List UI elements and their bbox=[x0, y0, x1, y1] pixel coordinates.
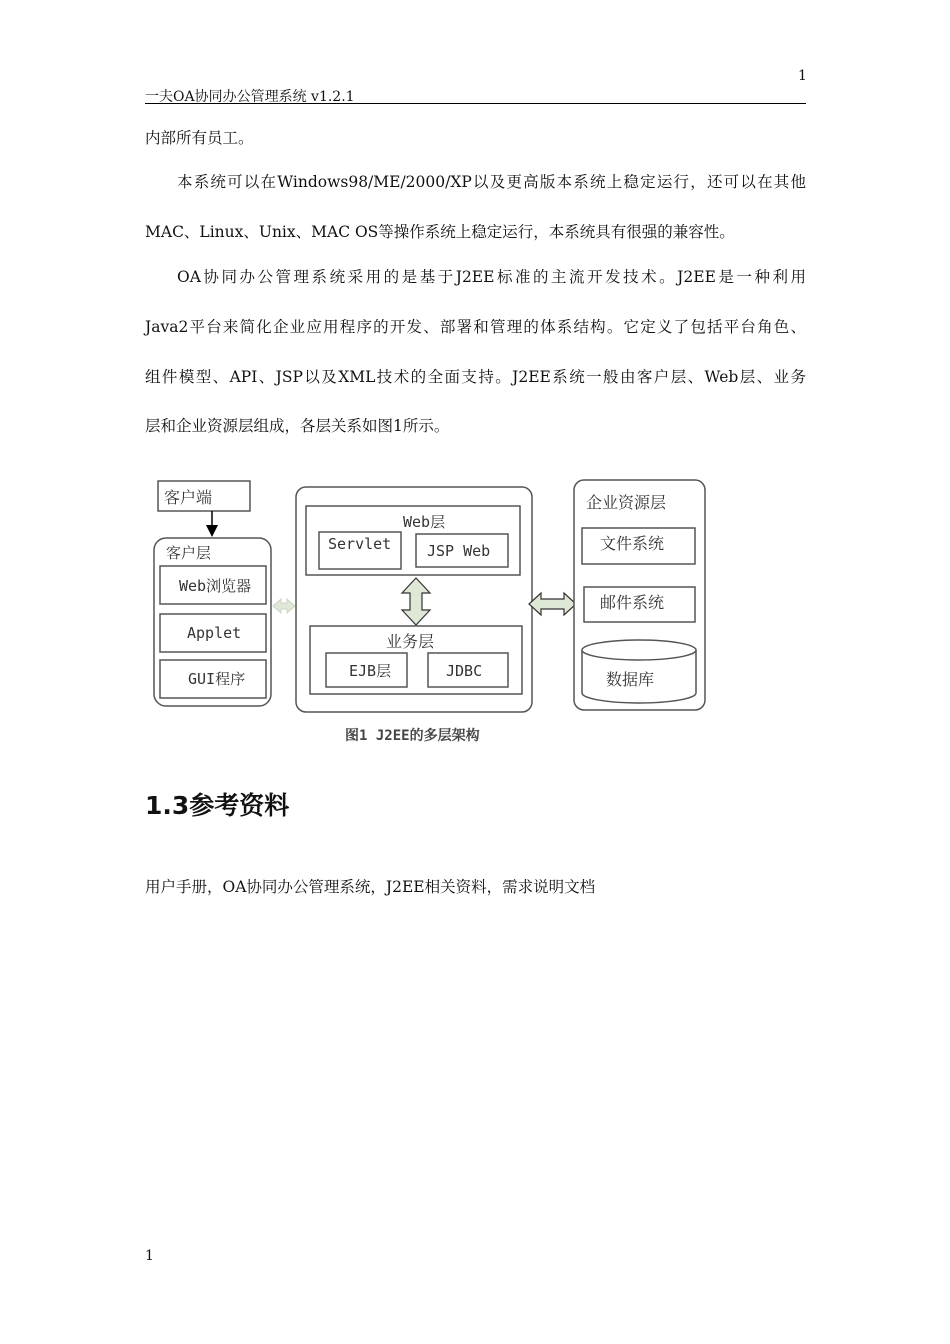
client-web-arrow bbox=[273, 599, 295, 613]
client-end-label: 客户端 bbox=[164, 488, 213, 507]
servlet-label: Servlet bbox=[328, 535, 392, 553]
paragraph-j2ee-line4: 层和企业资源层组成，各层关系如图1所示。 bbox=[145, 417, 450, 435]
jsp-web-label: JSP Web bbox=[427, 542, 491, 560]
file-system-label: 文件系统 bbox=[600, 534, 665, 553]
paragraph-compat-line2: MAC、Linux、Unix、MAC OS等操作系统上稳定运行，本系统具有很强的兼容性。 bbox=[145, 223, 735, 241]
mail-system-label: 邮件系统 bbox=[600, 593, 665, 612]
header-rule bbox=[145, 103, 806, 104]
paragraph-compat-line1: 本系统可以在Windows98/ME/2000/XP以及更高版本系统上稳定运行，还可以在其他 bbox=[177, 173, 806, 191]
figure-caption: 图1 J2EE的多层架构 bbox=[345, 728, 480, 744]
footer-page-number: 1 bbox=[145, 1248, 154, 1264]
header-page-number: 1 bbox=[798, 68, 807, 84]
gui-program-label: GUI程序 bbox=[188, 670, 246, 688]
web-browser-label: Web浏览器 bbox=[179, 577, 252, 595]
web-layer-label: Web层 bbox=[403, 513, 446, 531]
paragraph-j2ee-line2: Java2平台来简化企业应用程序的开发、部署和管理的体系结构。它定义了包括平台角色、 bbox=[145, 318, 806, 336]
enterprise-layer-label: 企业资源层 bbox=[586, 493, 667, 512]
paragraph-j2ee-line3: 组件模型、API、JSP以及XML技术的全面支持。J2EE系统一般由客户层、Web层、业务 bbox=[145, 368, 806, 386]
client-layer-label: 客户层 bbox=[166, 544, 212, 562]
document-header-title: 一夫OA协同办公管理系统 v1.2.1 bbox=[145, 89, 355, 105]
web-enterprise-arrow bbox=[529, 593, 576, 615]
section-heading: 1.3参考资料 bbox=[145, 791, 290, 820]
applet-label: Applet bbox=[187, 624, 242, 642]
paragraph-continuation: 内部所有员工。 bbox=[145, 129, 254, 147]
j2ee-architecture-figure bbox=[150, 475, 710, 750]
jdbc-label: JDBC bbox=[446, 662, 483, 680]
paragraph-j2ee-line1: OA协同办公管理系统采用的是基于J2EE标准的主流开发技术。J2EE是一种利用 bbox=[177, 268, 806, 286]
business-layer-label: 业务层 bbox=[386, 632, 435, 651]
section-text: 用户手册，OA协同办公管理系统，J2EE相关资料，需求说明文档 bbox=[145, 878, 596, 896]
ejb-label: EJB层 bbox=[349, 662, 392, 680]
database-label: 数据库 bbox=[606, 670, 655, 689]
